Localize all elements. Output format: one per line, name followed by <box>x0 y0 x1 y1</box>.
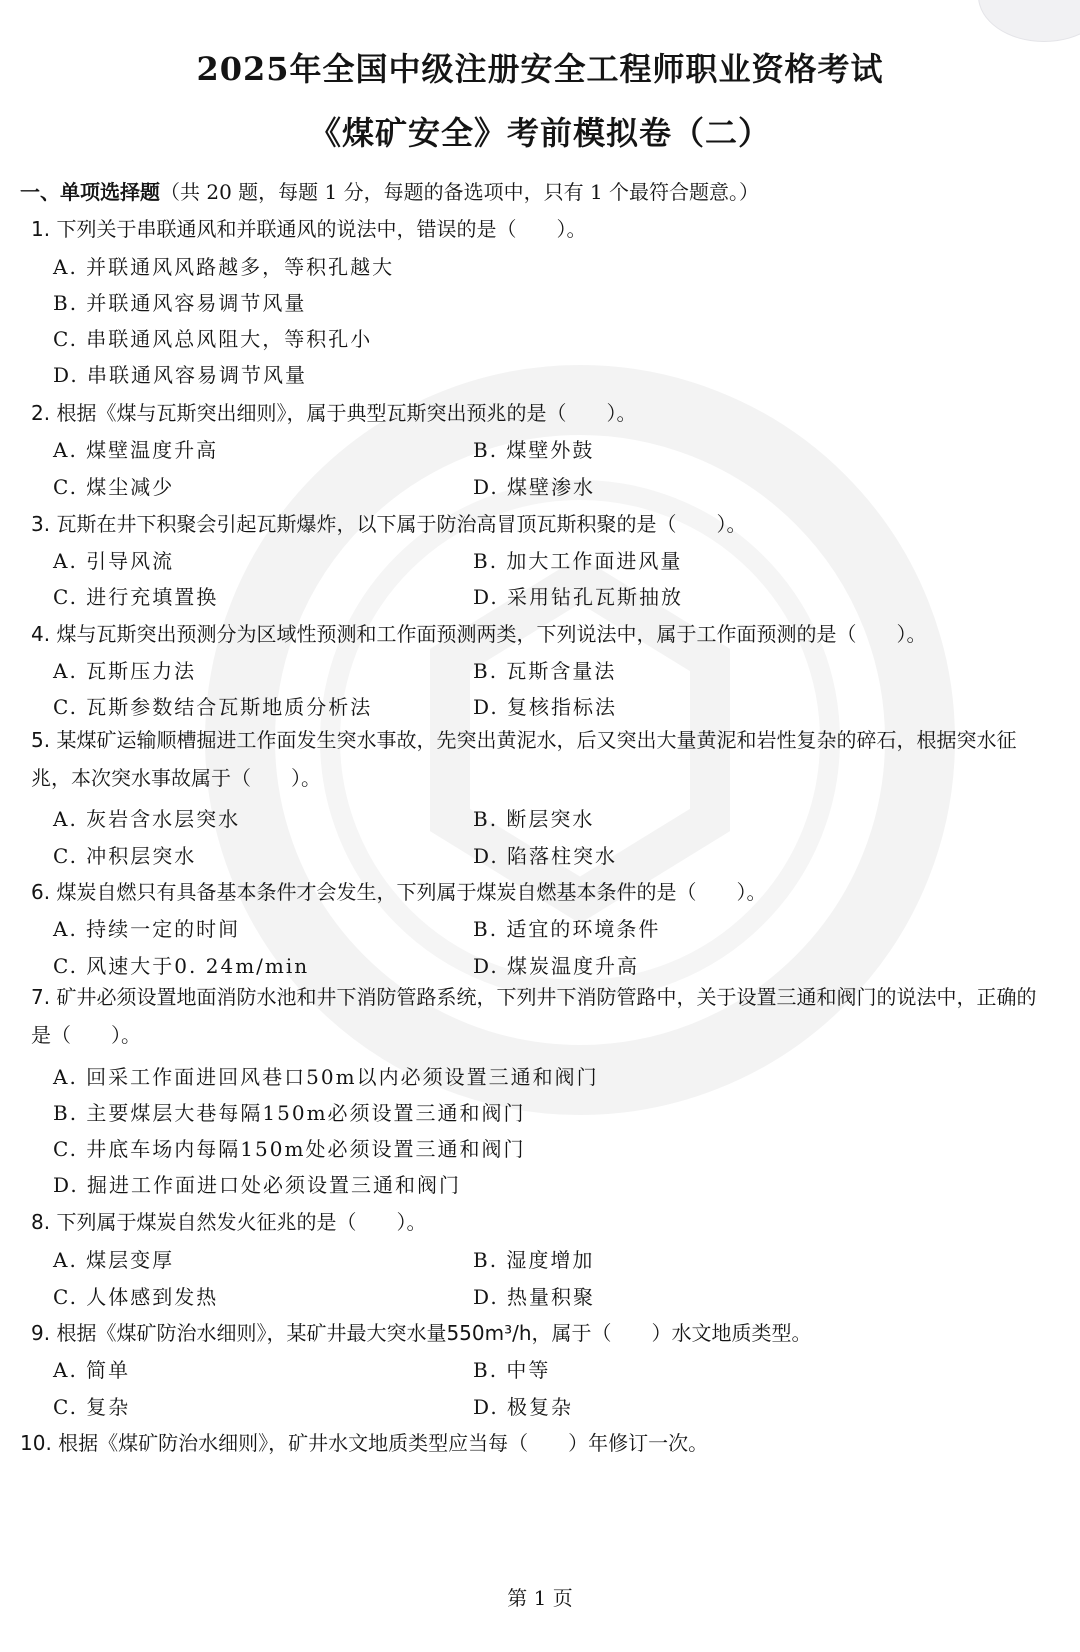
q4-option-d: D. 复核指标法 <box>473 695 618 719</box>
q7-option-a: A. 回采工作面进回风巷口50m以内必须设置三通和阀门 <box>53 1065 599 1089</box>
question-3: 3. 瓦斯在井下积聚会引起瓦斯爆炸，以下属于防治高冒顶瓦斯积聚的是（ ）。 <box>31 512 747 536</box>
q3-option-a: A. 引导风流 <box>53 549 175 573</box>
q1-option-a: A. 并联通风风路越多，等积孔越大 <box>53 255 395 279</box>
section-title: 一、单项选择题 <box>20 180 160 204</box>
q6-option-c: C. 风速大于0. 24m/min <box>53 954 310 978</box>
q4-option-b: B. 瓦斯含量法 <box>473 659 617 683</box>
q4-option-c: C. 瓦斯参数结合瓦斯地质分析法 <box>53 695 373 719</box>
q5-option-c: C. 冲积层突水 <box>53 844 197 868</box>
q8-option-a: A. 煤层变厚 <box>53 1248 175 1272</box>
q6-option-b: B. 适宜的环境条件 <box>473 917 661 941</box>
q1-option-d: D. 串联通风容易调节风量 <box>53 363 308 387</box>
q9-option-d: D. 极复杂 <box>473 1395 574 1419</box>
q2-option-a: A. 煤壁温度升高 <box>53 438 219 462</box>
q1-option-b: B. 并联通风容易调节风量 <box>53 291 307 315</box>
q2-option-d: D. 煤壁渗水 <box>473 475 596 499</box>
q9-option-b: B. 中等 <box>473 1358 551 1382</box>
q8-option-b: B. 湿度增加 <box>473 1248 595 1272</box>
q7-option-b: B. 主要煤层大巷每隔150m必须设置三通和阀门 <box>53 1101 526 1125</box>
q7-option-d: D. 掘进工作面进口处必须设置三通和阀门 <box>53 1173 462 1197</box>
question-5: 5. 某煤矿运输顺槽掘进工作面发生突水事故，先突出黄泥水，后又突出大量黄泥和岩性复杂的碎石，根据突水征兆，本次突水事故属于（ ）。 <box>31 728 1017 790</box>
q3-option-c: C. 进行充填置换 <box>53 585 219 609</box>
question-7: 7. 矿井必须设置地面消防水池和井下消防管路系统，下列井下消防管路中，关于设置三通和阀门的说法中，正确的是（ ）。 <box>31 985 1037 1047</box>
question-6: 6. 煤炭自燃只有具备基本条件才会发生，下列属于煤炭自燃基本条件的是（ ）。 <box>31 880 767 904</box>
q3-option-b: B. 加大工作面进风量 <box>473 549 683 573</box>
q6-option-d: D. 煤炭温度升高 <box>473 954 640 978</box>
paper-title: 《煤矿安全》考前模拟卷（二） <box>308 114 771 152</box>
q5-option-a: A. 灰岩含水层突水 <box>53 807 241 831</box>
q6-option-a: A. 持续一定的时间 <box>53 917 241 941</box>
corner-tab <box>978 0 1080 42</box>
exam-title: 2025年全国中级注册安全工程师职业资格考试 <box>196 50 884 88</box>
q3-option-d: D. 采用钻孔瓦斯抽放 <box>473 585 684 609</box>
q9-option-c: C. 复杂 <box>53 1395 131 1419</box>
q7-option-c: C. 井底车场内每隔150m处必须设置三通和阀门 <box>53 1137 526 1161</box>
q2-option-c: C. 煤尘减少 <box>53 475 175 499</box>
page-number: 第 1 页 <box>507 1586 573 1610</box>
question-10: 10. 根据《煤矿防治水细则》，矿井水文地质类型应当每（ ）年修订一次。 <box>20 1431 709 1455</box>
q8-option-c: C. 人体感到发热 <box>53 1285 219 1309</box>
q4-option-a: A. 瓦斯压力法 <box>53 659 197 683</box>
question-2: 2. 根据《煤与瓦斯突出细则》，属于典型瓦斯突出预兆的是（ ）。 <box>31 401 637 425</box>
q9-option-a: A. 简单 <box>53 1358 131 1382</box>
section-heading <box>20 176 759 205</box>
question-4: 4. 煤与瓦斯突出预测分为区域性预测和工作面预测两类，下列说法中，属于工作面预测的是（ ）。 <box>31 622 927 646</box>
question-9: 9. 根据《煤矿防治水细则》，某矿井最大突水量550m³/h，属于（ ）水文地质类型。 <box>31 1321 812 1345</box>
q5-option-d: D. 陷落柱突水 <box>473 844 618 868</box>
question-8: 8. 下列属于煤炭自然发火征兆的是（ ）。 <box>31 1210 427 1234</box>
q1-option-c: C. 串联通风总风阻大，等积孔小 <box>53 327 373 351</box>
question-1: 1. 下列关于串联通风和并联通风的说法中，错误的是（ ）。 <box>31 217 587 241</box>
section-note: （共 20 题，每题 1 分，每题的备选项中，只有 1 个最符合题意。） <box>160 180 760 204</box>
q5-option-b: B. 断层突水 <box>473 807 595 831</box>
q8-option-d: D. 热量积聚 <box>473 1285 596 1309</box>
q2-option-b: B. 煤壁外鼓 <box>473 438 595 462</box>
